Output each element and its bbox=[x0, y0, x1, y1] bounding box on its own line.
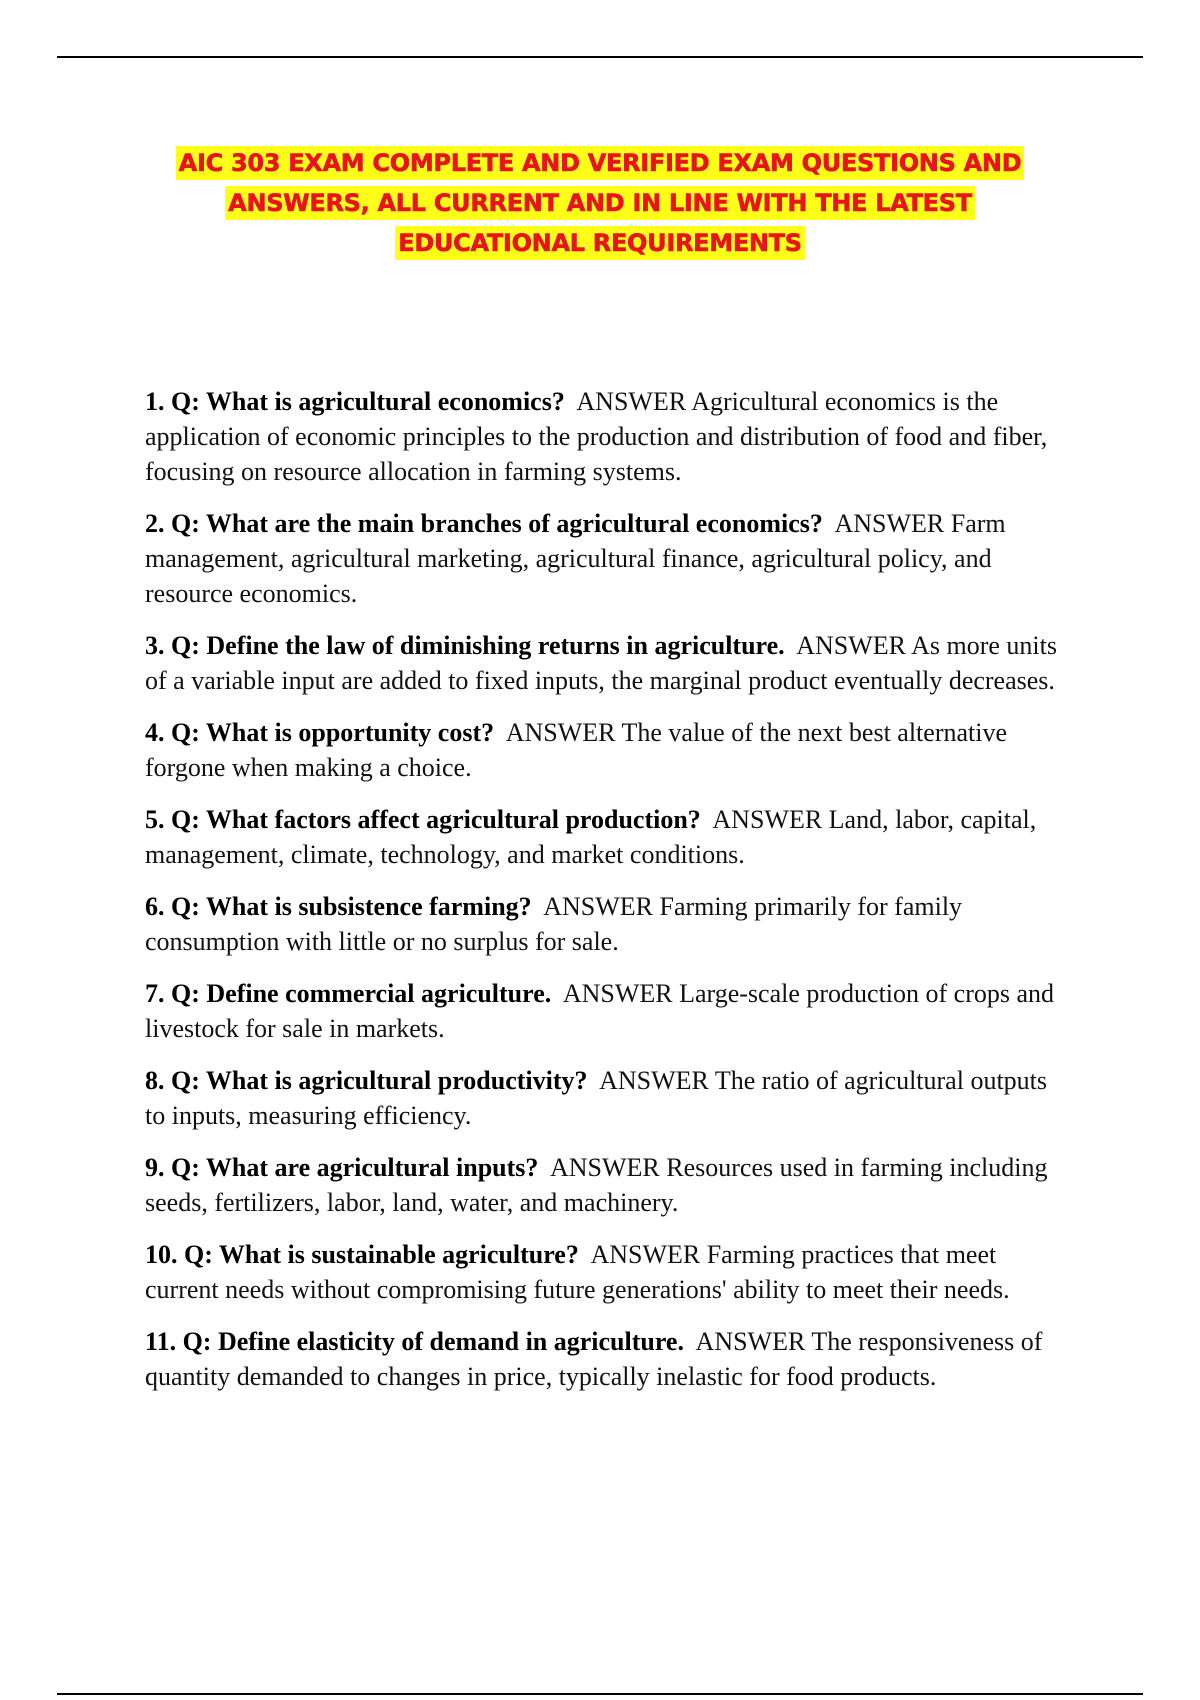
question-text: 9. Q: What are agricultural inputs? bbox=[145, 1153, 539, 1182]
question-text: 5. Q: What factors affect agricultural production? bbox=[145, 805, 701, 834]
answer-text: ANSWER Resources used in farming including seeds, fertilizers, labor, land, water, and machinery. bbox=[145, 1153, 1048, 1217]
qa-item-5 bbox=[145, 802, 1065, 872]
qa-item-8 bbox=[145, 1063, 1065, 1133]
qa-item-1 bbox=[145, 384, 1065, 489]
qa-item-9 bbox=[145, 1150, 1065, 1220]
qa-item-3 bbox=[145, 628, 1065, 698]
bottom-rule bbox=[57, 1693, 1143, 1695]
title-line-2: ANSWERS, ALL CURRENT AND IN LINE WITH THE LATEST bbox=[60, 183, 1140, 223]
question-text: 4. Q: What is opportunity cost? bbox=[145, 718, 495, 747]
answer-text: ANSWER Agricultural economics is the application of economic principles to the production and distribution of food and fiber, focusing on resource allocation in farming systems. bbox=[145, 387, 1048, 486]
answer-text: ANSWER Farming practices that meet current needs without compromising future generations' ability to meet their needs. bbox=[145, 1240, 1010, 1304]
question-text: 11. Q: Define elasticity of demand in agriculture. bbox=[145, 1327, 684, 1356]
qa-item-11 bbox=[145, 1324, 1065, 1394]
top-rule bbox=[57, 56, 1143, 58]
answer-text: ANSWER Large-scale production of crops and livestock for sale in markets. bbox=[145, 979, 1055, 1043]
qa-item-2 bbox=[145, 506, 1065, 611]
qa-item-7 bbox=[145, 976, 1065, 1046]
question-text: 6. Q: What is subsistence farming? bbox=[145, 892, 532, 921]
question-text: 3. Q: Define the law of diminishing returns in agriculture. bbox=[145, 631, 785, 660]
answer-text: ANSWER Land, labor, capital, management, climate, technology, and market conditions. bbox=[145, 805, 1037, 869]
question-text: 2. Q: What are the main branches of agricultural economics? bbox=[145, 509, 823, 538]
answer-text: ANSWER The ratio of agricultural outputs to inputs, measuring efficiency. bbox=[145, 1066, 1048, 1130]
answer-text: ANSWER Farming primarily for family consumption with little or no surplus for sale. bbox=[145, 892, 963, 956]
answer-text: ANSWER As more units of a variable input are added to fixed inputs, the marginal product eventually decreases. bbox=[145, 631, 1057, 695]
question-text: 8. Q: What is agricultural productivity? bbox=[145, 1066, 588, 1095]
document-title bbox=[60, 143, 1140, 263]
question-text: 10. Q: What is sustainable agriculture? bbox=[145, 1240, 579, 1269]
qa-item-10 bbox=[145, 1237, 1065, 1307]
qa-list bbox=[145, 384, 1065, 1411]
qa-item-6 bbox=[145, 889, 1065, 959]
title-line-3: EDUCATIONAL REQUIREMENTS bbox=[60, 223, 1140, 263]
question-text: 1. Q: What is agricultural economics? bbox=[145, 387, 565, 416]
answer-text: ANSWER Farm management, agricultural marketing, agricultural finance, agricultural policy, and resource economics. bbox=[145, 509, 1006, 608]
question-text: 7. Q: Define commercial agriculture. bbox=[145, 979, 552, 1008]
answer-text: ANSWER The value of the next best alternative forgone when making a choice. bbox=[145, 718, 1007, 782]
qa-item-4 bbox=[145, 715, 1065, 785]
answer-text: ANSWER The responsiveness of quantity demanded to changes in price, typically inelastic for food products. bbox=[145, 1327, 1043, 1391]
title-line-1: AIC 303 EXAM COMPLETE AND VERIFIED EXAM QUESTIONS AND bbox=[60, 143, 1140, 183]
